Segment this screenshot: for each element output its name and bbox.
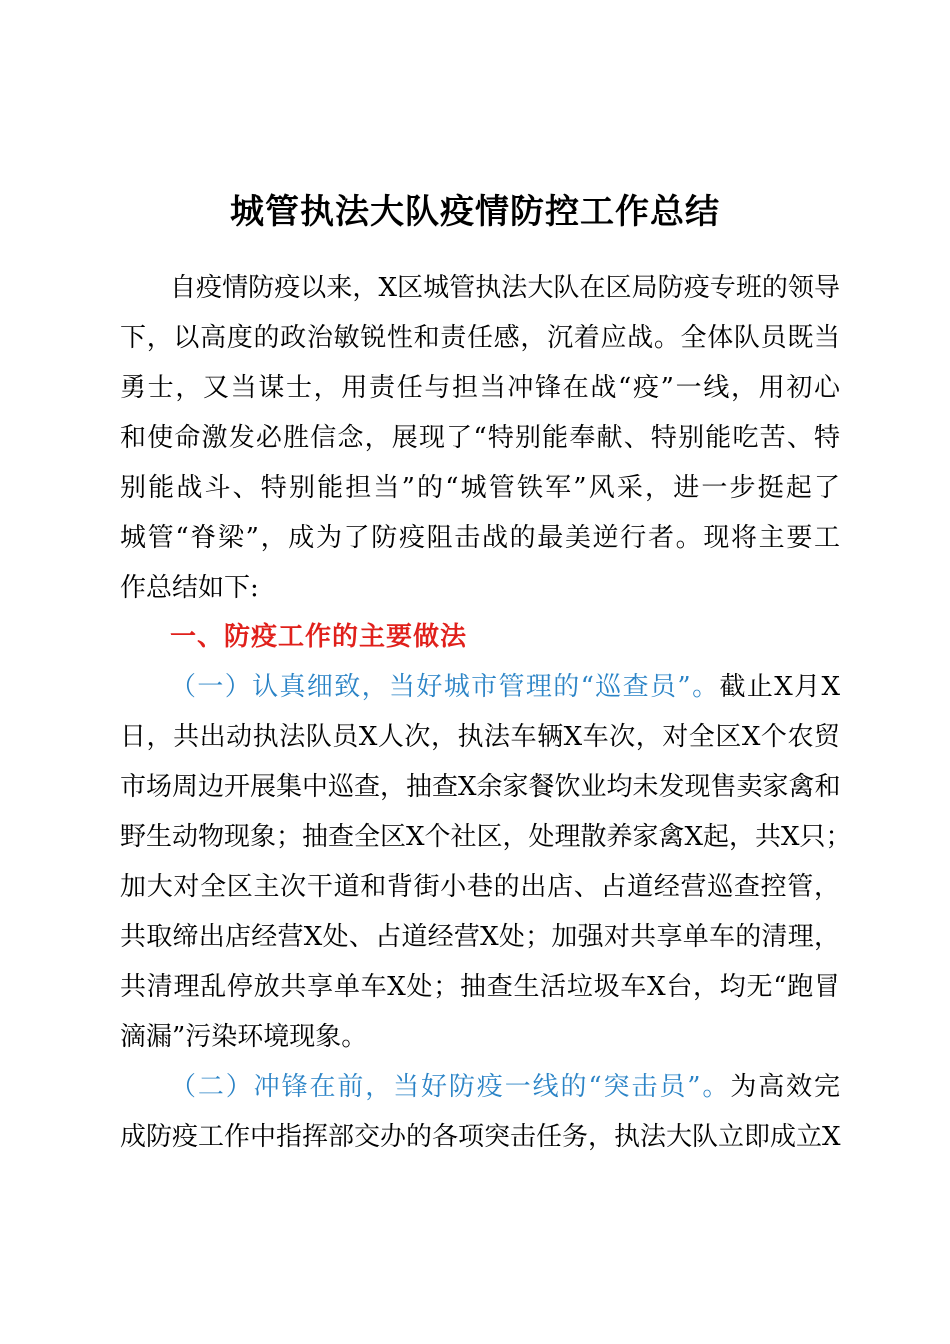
- sub2-first-tail: 为高效完: [730, 1072, 840, 1102]
- sub1-line-3: 野生动物现象；抽查全区X个社区，处理散养家禽X起，共X只；: [120, 822, 852, 852]
- sub1-line-2: 市场周边开展集中巡查，抽查X余家餐饮业均未发现售卖家禽和: [120, 772, 841, 802]
- sub1-line-5: 共取缔出店经营X处、占道经营X处；加强对共享单车的清理，: [120, 922, 840, 952]
- sub1-heading: （一）认真细致，当好城市管理的“巡查员”。: [170, 672, 720, 702]
- section-heading: 一、防疫工作的主要做法: [170, 622, 468, 652]
- sub2-first-line: [170, 1062, 840, 1112]
- sub1-first-tail: 截止X月X: [719, 672, 840, 702]
- sub1-first-line: [170, 662, 840, 712]
- intro-line-5: 别能战斗、特别能担当”的“城管铁军”风采，进一步挺起了: [120, 473, 840, 503]
- sub1-line-7: 滴漏”污染环境现象。: [120, 1022, 368, 1052]
- intro-line-7: 作总结如下:: [120, 573, 259, 603]
- sub2-line-1: 成防疫工作中指挥部交办的各项突击任务，执法大队立即成立X: [120, 1122, 841, 1152]
- sub2-heading: （二）冲锋在前，当好防疫一线的“突击员”。: [170, 1072, 731, 1102]
- sub1-line-6: 共清理乱停放共享单车X处；抽查生活垃圾车X台，均无“跑冒: [120, 972, 840, 1002]
- document-title: 城管执法大队疫情防控工作总结: [230, 192, 720, 232]
- sub1-line-1: 日，共出动执法队员X人次，执法车辆X车次，对全区X个农贸: [120, 722, 840, 752]
- intro-line-2: 下，以高度的政治敏锐性和责任感，沉着应战。全体队员既当: [120, 323, 840, 353]
- intro-line-6: 城管“脊梁”，成为了防疫阻击战的最美逆行者。现将主要工: [120, 523, 840, 553]
- intro-line-4: 和使命激发必胜信念，展现了“特别能奉献、特别能吃苦、特: [120, 423, 840, 453]
- intro-line-1: 自疫情防疫以来，X区城管执法大队在区局防疫专班的领导: [170, 273, 840, 303]
- intro-line-3: 勇士，又当谋士，用责任与担当冲锋在战“疫”一线，用初心: [120, 373, 840, 403]
- sub1-line-4: 加大对全区主次干道和背街小巷的出店、占道经营巡查控管，: [120, 872, 840, 902]
